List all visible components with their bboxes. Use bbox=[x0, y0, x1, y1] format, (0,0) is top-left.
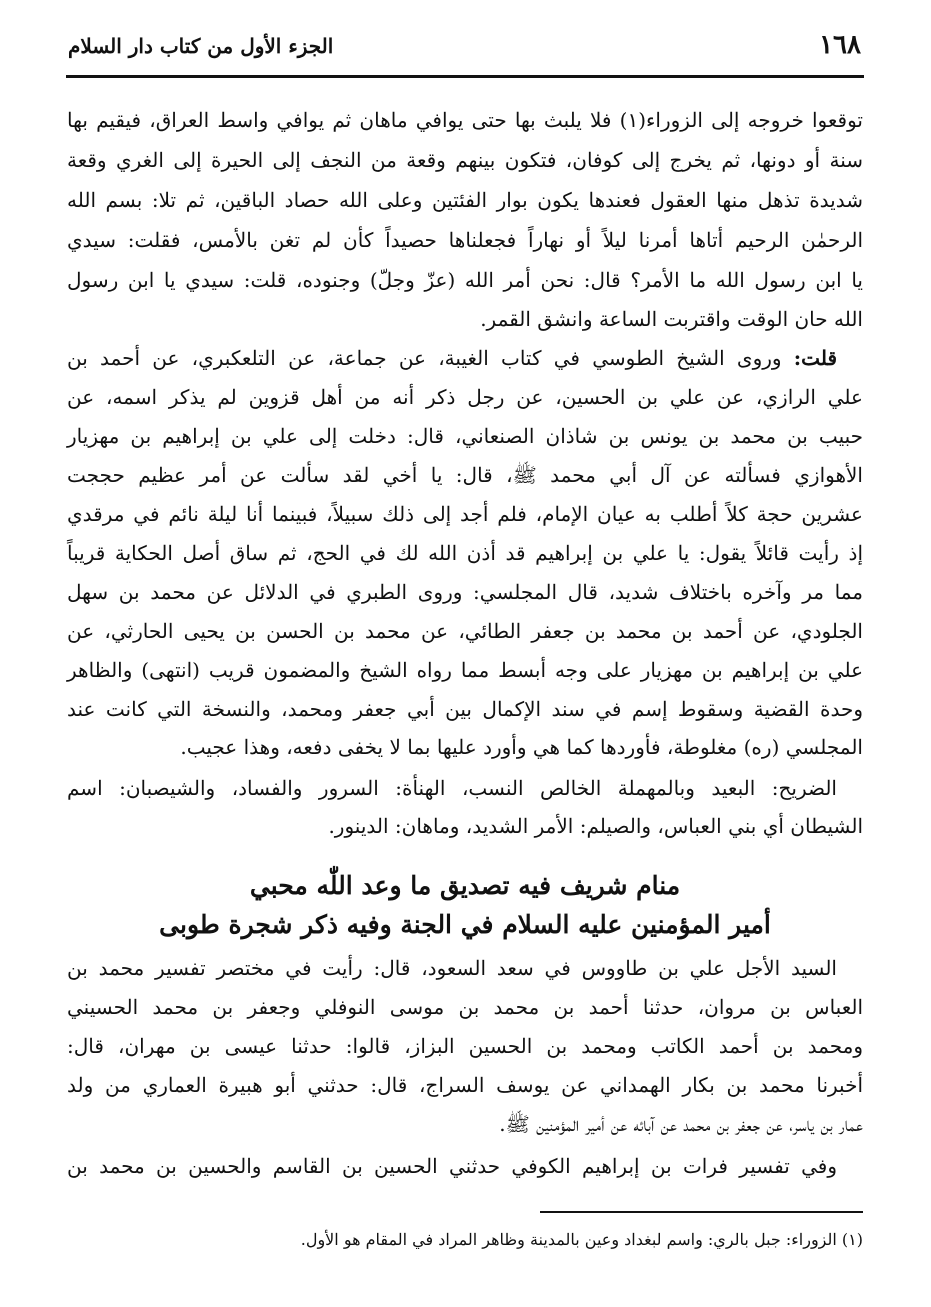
text-line: الله حان الوقت واقتربت الساعة وانشق القمر. bbox=[480, 307, 863, 331]
text-line: إذ رأيت قائلاً يقول: يا علي بن إبراهيم قد أذن الله لك في الحج، ثم ساق أصل الحكاية قريباً bbox=[67, 541, 863, 565]
lead-word: قلت: bbox=[793, 346, 837, 370]
text-line: علي بن إبراهيم بن مهزيار على وجه أبسط مما رواه الشيخ والمضمون قريب (انتهى) والظاهر bbox=[67, 658, 863, 682]
text-line: توقعوا خروجه إلى الزوراء(١) فلا يلبث بها حتى يوافي ماهان ثم يوافي واسط العراق، فيقيم بها bbox=[67, 108, 863, 132]
text-line: وفي تفسير فرات بن إبراهيم الكوفي حدثني الحسين بن القاسم والحسين بن محمد بن bbox=[67, 1154, 837, 1178]
text-line: مما مر وآخره باختلاف شديد، قال المجلسي: وروى الطبري في الدلائل عن محمد بن سهل bbox=[67, 580, 863, 604]
footnote: (١) الزوراء: جبل بالري: واسم لبغداد وعين بالمدينة وظاهر المراد في المقام هو الأول. bbox=[300, 1230, 863, 1249]
footnote-rule bbox=[540, 1211, 863, 1213]
text-line: علي الرازي، عن علي بن الحسين، عن رجل ذكر أنه من أهل قزوين لم يذكر اسمه، عن bbox=[67, 385, 863, 409]
text-line: حبيب بن محمد بن يونس بن شاذان الصنعاني، قال: دخلت إلى علي بن إبراهيم بن مهزيار bbox=[67, 424, 863, 448]
text-line-lead bbox=[67, 338, 863, 378]
text-line: سنة أو دونها، ثم يخرج إلى كوفان، فتكون بينهم وقعة من النجف إلى الحيرة إلى الغري وقعة bbox=[67, 148, 863, 172]
text-line: الأهوازي فسألته عن آل أبي محمد ﷺ، قال: يا أخي لقد سألت عن أمر عظيم حججت bbox=[67, 463, 863, 487]
text-line: أخبرنا محمد بن بكار الهمداني عن يوسف السراج، قال: حدثني أبو هبيرة العماري من ولد bbox=[67, 1073, 863, 1097]
text-line: ومحمد بن أحمد الكاتب ومحمد بن الحسين البزاز، قالوا: حدثنا عيسى بن مهران، قال: bbox=[67, 1034, 863, 1058]
text-line: شديدة تذهل منها العقول فعندها يكون بوار الفئتين وعلى الله حصاد الباقين، ثم تلا: بسم الله bbox=[67, 188, 863, 212]
text-line: عشرين حجة كلاً أطلب به عيان الإمام، فلم أجد إلى ذلك سبيلاً، فبينما أنا ليلة نائم في مرقدي bbox=[67, 502, 863, 526]
text-line: وروى الشيخ الطوسي في كتاب الغيبة، عن جماعة، عن التلعكبري، عن أحمد بن bbox=[67, 346, 794, 370]
text-line: الشيطان أي بني العباس، والصيلم: الأمر الشديد، وماهان: الدينور. bbox=[328, 814, 863, 838]
text-line: العباس بن مروان، حدثنا أحمد بن محمد بن موسى النوفلي وجعفر بن محمد الحسيني bbox=[67, 995, 863, 1019]
section-heading-line-1: منام شريف فيه تصديق ما وعد اللّٰه محبي bbox=[249, 871, 681, 900]
text-line: يا ابن رسول الله ما الأمر؟ قال: نحن أمر الله (عزّ وجلّ) وجنوده، قلت: سيدي يا ابن رسول bbox=[67, 268, 863, 292]
text-line: الضريح: البعيد وبالمهملة الخالص النسب، الهنأة: السرور والفساد، والشيصبان: اسم bbox=[67, 776, 837, 800]
section-heading-line-2: أمير المؤمنين عليه السلام في الجنة وفيه ذكر شجرة طوبى bbox=[159, 910, 771, 939]
text-line: وحدة القضية وسقوط إسم في سند الإكمال بين أبي جعفر ومحمد، والنسخة التي كانت عند bbox=[67, 697, 863, 721]
running-title: الجزء الأول من كتاب دار السلام bbox=[68, 34, 334, 58]
text-line: عمار بن ياسر، عن جعفر بن محمد عن آبائه عن أمير المؤمنين ﷺ. bbox=[499, 1112, 863, 1136]
text-line: الجلودي، عن أحمد بن محمد بن جعفر الطائي، عن محمد بن الحسن بن يحيى الحارثي، عن bbox=[67, 619, 863, 643]
page-number: ١٦٨ bbox=[819, 30, 861, 60]
text-line: المجلسي (ره) مغلوطة، فأوردها كما هي وأورد عليها بما لا يخفى دفعه، وهذا عجيب. bbox=[180, 735, 863, 759]
text-line: الرحمٰن الرحيم أتاها أمرنا ليلاً أو نهاراً فجعلناها حصيداً كأن لم تغن بالأمس، فقلت: سيدي bbox=[67, 228, 863, 252]
header-rule bbox=[66, 75, 864, 78]
text-line: السيد الأجل علي بن طاووس في سعد السعود، قال: رأيت في مختصر تفسير محمد بن bbox=[67, 956, 837, 980]
